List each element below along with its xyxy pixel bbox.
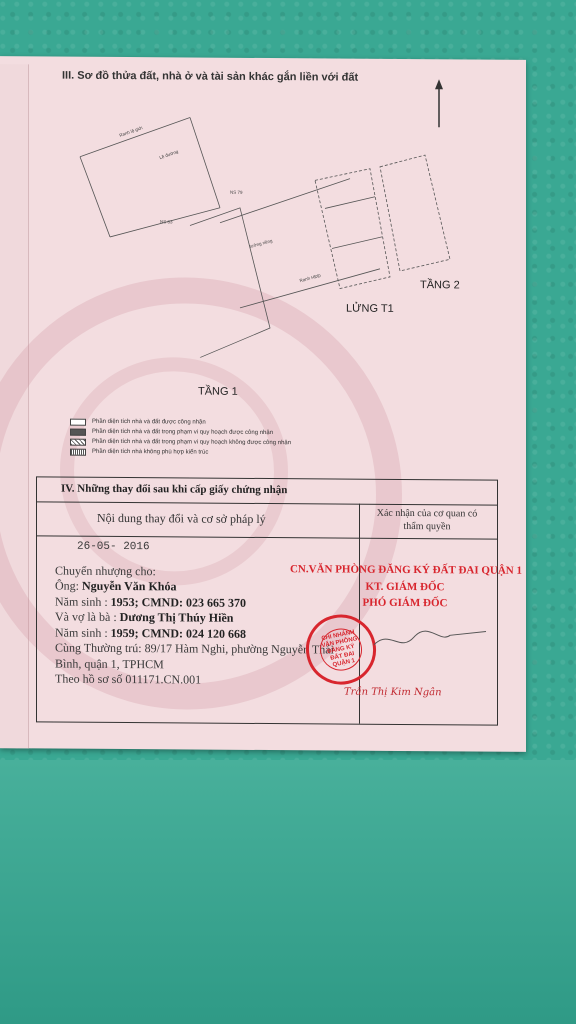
- floor1-label: TẦNG 1: [198, 385, 238, 398]
- entry-line-address: Cùng Thường trú: 89/17 Hàm Nghi, phường Nguyễn Thái: [55, 640, 334, 657]
- floor2-label: TẦNG 2: [420, 279, 460, 292]
- entry-line-spouse: Và vợ là bà : Dương Thị Thúy Hiền: [55, 609, 234, 625]
- certificate-page: [0, 56, 526, 752]
- signer-name: Trần Thị Kim Ngân: [344, 686, 442, 699]
- svg-text:NS 79: NS 79: [230, 189, 243, 195]
- kt-director: KT. GIÁM ĐỐC: [365, 580, 445, 594]
- carpet-background: [0, 760, 576, 1024]
- entry-line-owner: Ông: Nguyễn Văn Khóa: [55, 578, 177, 594]
- table-column-headers: [37, 501, 497, 539]
- legend-item: Phần diện tích nhà và đất được công nhận: [70, 417, 291, 429]
- svg-text:tường riêng: tường riêng: [248, 238, 273, 249]
- svg-text:Lề đường: Lề đường: [158, 148, 179, 161]
- entry-line-address-cont: Bình, quận 1, TPHCM: [55, 656, 164, 671]
- deputy-director: PHÓ GIÁM ĐỐC: [362, 596, 448, 610]
- office-name: CN.VĂN PHÒNG ĐĂNG KÝ ĐẤT ĐAI QUẬN 1: [289, 563, 523, 577]
- svg-text:Ranh lộ giới: Ranh lộ giới: [118, 125, 144, 138]
- entry-line-transfer: Chuyển nhượng cho:: [55, 563, 156, 578]
- seal-text: CHI NHÁNH VĂN PHÒNG ĐĂNG KÝ ĐẤT ĐAI QUẬN 1: [316, 625, 366, 675]
- legend-item: Phần diện tích nhà không phù hợp kiến trúc: [70, 447, 291, 459]
- legend-item: Phần diện tích nhà và đất trong phạm vi quy hoạch không được công nhận: [70, 437, 291, 449]
- signature-scribble: [370, 625, 490, 656]
- section-iv-title: IV. Những thay đổi sau khi cấp giấy chứng nhận: [61, 482, 288, 497]
- svg-text:Ranh HĐĐ: Ranh HĐĐ: [298, 272, 322, 284]
- legend-item: Phần diện tích nhà và đất trong phạm vi quy hoạch được công nhận: [70, 427, 291, 439]
- svg-text:NS 83: NS 83: [160, 219, 173, 225]
- column-content-header: Nội dung thay đổi và cơ sở pháp lý: [97, 510, 266, 527]
- entry-line-dossier: Theo hồ sơ số 011171.CN.001: [55, 671, 202, 687]
- entry-line-spouse-info: Năm sinh : 1959; CMND: 024 120 668: [55, 625, 246, 641]
- legend: [70, 417, 291, 459]
- land-plot-diagram: [70, 97, 470, 360]
- entry-date: 26-05- 2016: [77, 540, 150, 554]
- mezzanine-label: LỬNG T1: [346, 302, 394, 315]
- column-confirm-header: Xác nhận của cơ quan có thẩm quyền: [376, 507, 478, 533]
- entry-line-owner-info: Năm sinh : 1953; CMND: 023 665 370: [55, 594, 246, 610]
- change-entry: [55, 540, 334, 689]
- section-iii-title: III. Sơ đồ thửa đất, nhà ở và tài sản khác gắn liền với đất: [62, 69, 359, 84]
